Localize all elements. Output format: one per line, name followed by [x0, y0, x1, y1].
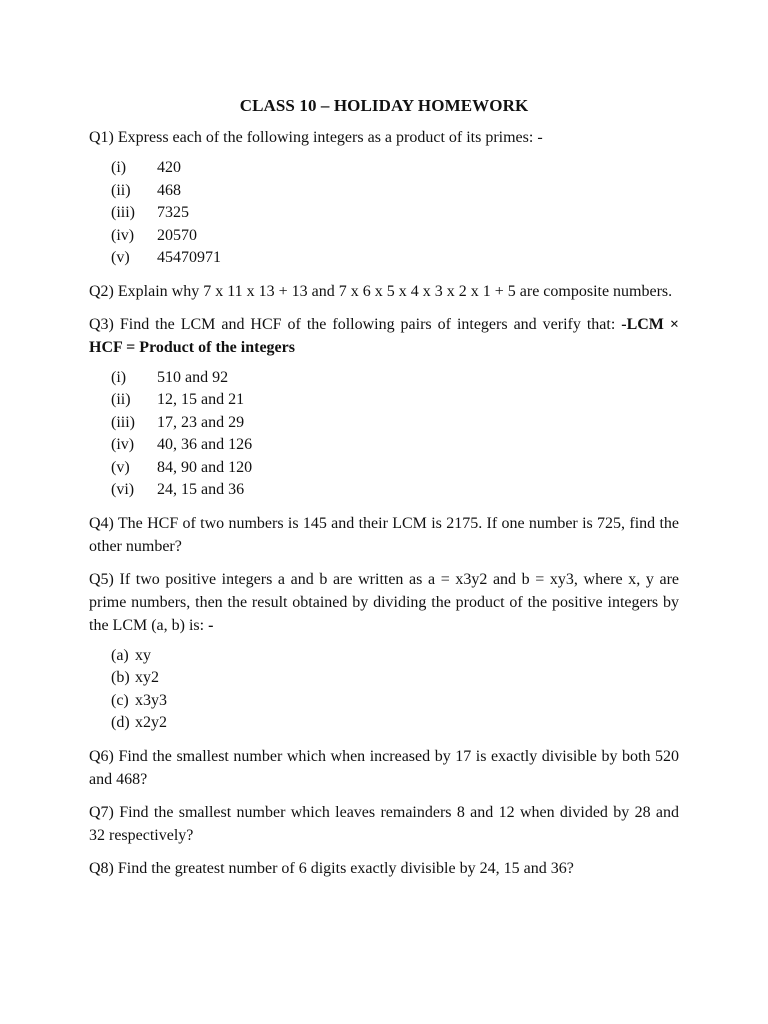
question-6: Q6) Find the smallest number which when increased by 17 is exactly divisible by both 520 and 468?: [89, 747, 679, 788]
item-number: (vi): [111, 481, 135, 498]
item-value: 20570: [157, 226, 197, 244]
item-value: 45470971: [157, 249, 221, 266]
option-value: xy: [135, 646, 151, 664]
question-5-bold: -: [208, 616, 214, 634]
list-item: [111, 367, 679, 390]
option-item: [111, 667, 679, 690]
question-7: Q7) Find the smallest number which leaves remainders 8 and 12 when divided by 28 and 32 respectively?: [89, 803, 679, 844]
option-value: x2y2: [135, 714, 167, 731]
option-letter: (c): [111, 691, 129, 709]
homework-page: [89, 96, 679, 880]
list-item: [111, 180, 679, 203]
option-item: [111, 645, 679, 668]
item-number: (iv): [111, 436, 135, 453]
list-item: [111, 202, 679, 225]
question-3-bold: -LCM × HCF = Product of the integers: [89, 315, 679, 356]
question-5-text: Q5) If two positive integers a and b are written as a = x3y2 and b = xy3, where x, y are prime numbers, then the result obtained by dividing the product of the positive integers by the LCM (a, b) is:: [89, 570, 679, 634]
item-number: (ii): [111, 391, 131, 408]
option-value: xy2: [135, 669, 159, 686]
item-value: 510 and 92: [157, 368, 229, 386]
item-value: 40, 36 and 126: [157, 436, 253, 453]
item-value: 84, 90 and 120: [157, 458, 253, 476]
list-item: [111, 157, 679, 180]
item-value: 468: [157, 181, 181, 199]
item-number: (i): [111, 159, 127, 176]
question-3-list: [111, 367, 679, 502]
option-letter: (a): [111, 646, 129, 664]
option-letter: (d): [111, 714, 130, 731]
item-value: 17, 23 and 29: [157, 413, 245, 431]
list-item: [111, 389, 679, 412]
question-5-options: [111, 645, 679, 735]
list-item: [111, 434, 679, 457]
option-value: x3y3: [135, 691, 167, 709]
question-4: Q4) The HCF of two numbers is 145 and their LCM is 2175. If one number is 725, find the other number?: [89, 514, 679, 555]
list-item: [111, 247, 679, 270]
list-item: [111, 225, 679, 248]
question-1: Q1) Express each of the following integers as a product of its primes: -: [89, 129, 543, 146]
option-item: [111, 712, 679, 735]
question-8: Q8) Find the greatest number of 6 digits exactly divisible by 24, 15 and 36?: [89, 859, 574, 877]
option-item: [111, 690, 679, 713]
item-value: 7325: [157, 204, 189, 221]
question-2: Q2) Explain why 7 x 11 x 13 + 13 and 7 x 6 x 5 x 4 x 3 x 2 x 1 + 5 are composite numbers.: [89, 282, 673, 300]
option-letter: (b): [111, 669, 130, 686]
item-value: 24, 15 and 36: [157, 481, 245, 498]
list-item: [111, 457, 679, 480]
item-number: (iii): [111, 204, 135, 221]
item-value: 12, 15 and 21: [157, 391, 245, 408]
item-number: (v): [111, 458, 130, 476]
item-number: (i): [111, 368, 127, 386]
item-number: (v): [111, 249, 130, 266]
page-title: CLASS 10 – HOLIDAY HOMEWORK: [239, 96, 529, 115]
list-item: [111, 479, 679, 502]
question-3: [89, 313, 679, 359]
question-3-text: Q3) Find the LCM and HCF of the following pairs of integers and verify that:: [89, 315, 622, 333]
list-item: [111, 412, 679, 435]
item-value: 420: [157, 159, 181, 176]
question-5: [89, 568, 679, 637]
item-number: (ii): [111, 181, 131, 199]
question-1-list: [111, 157, 679, 270]
item-number: (iii): [111, 413, 135, 431]
item-number: (iv): [111, 226, 135, 244]
